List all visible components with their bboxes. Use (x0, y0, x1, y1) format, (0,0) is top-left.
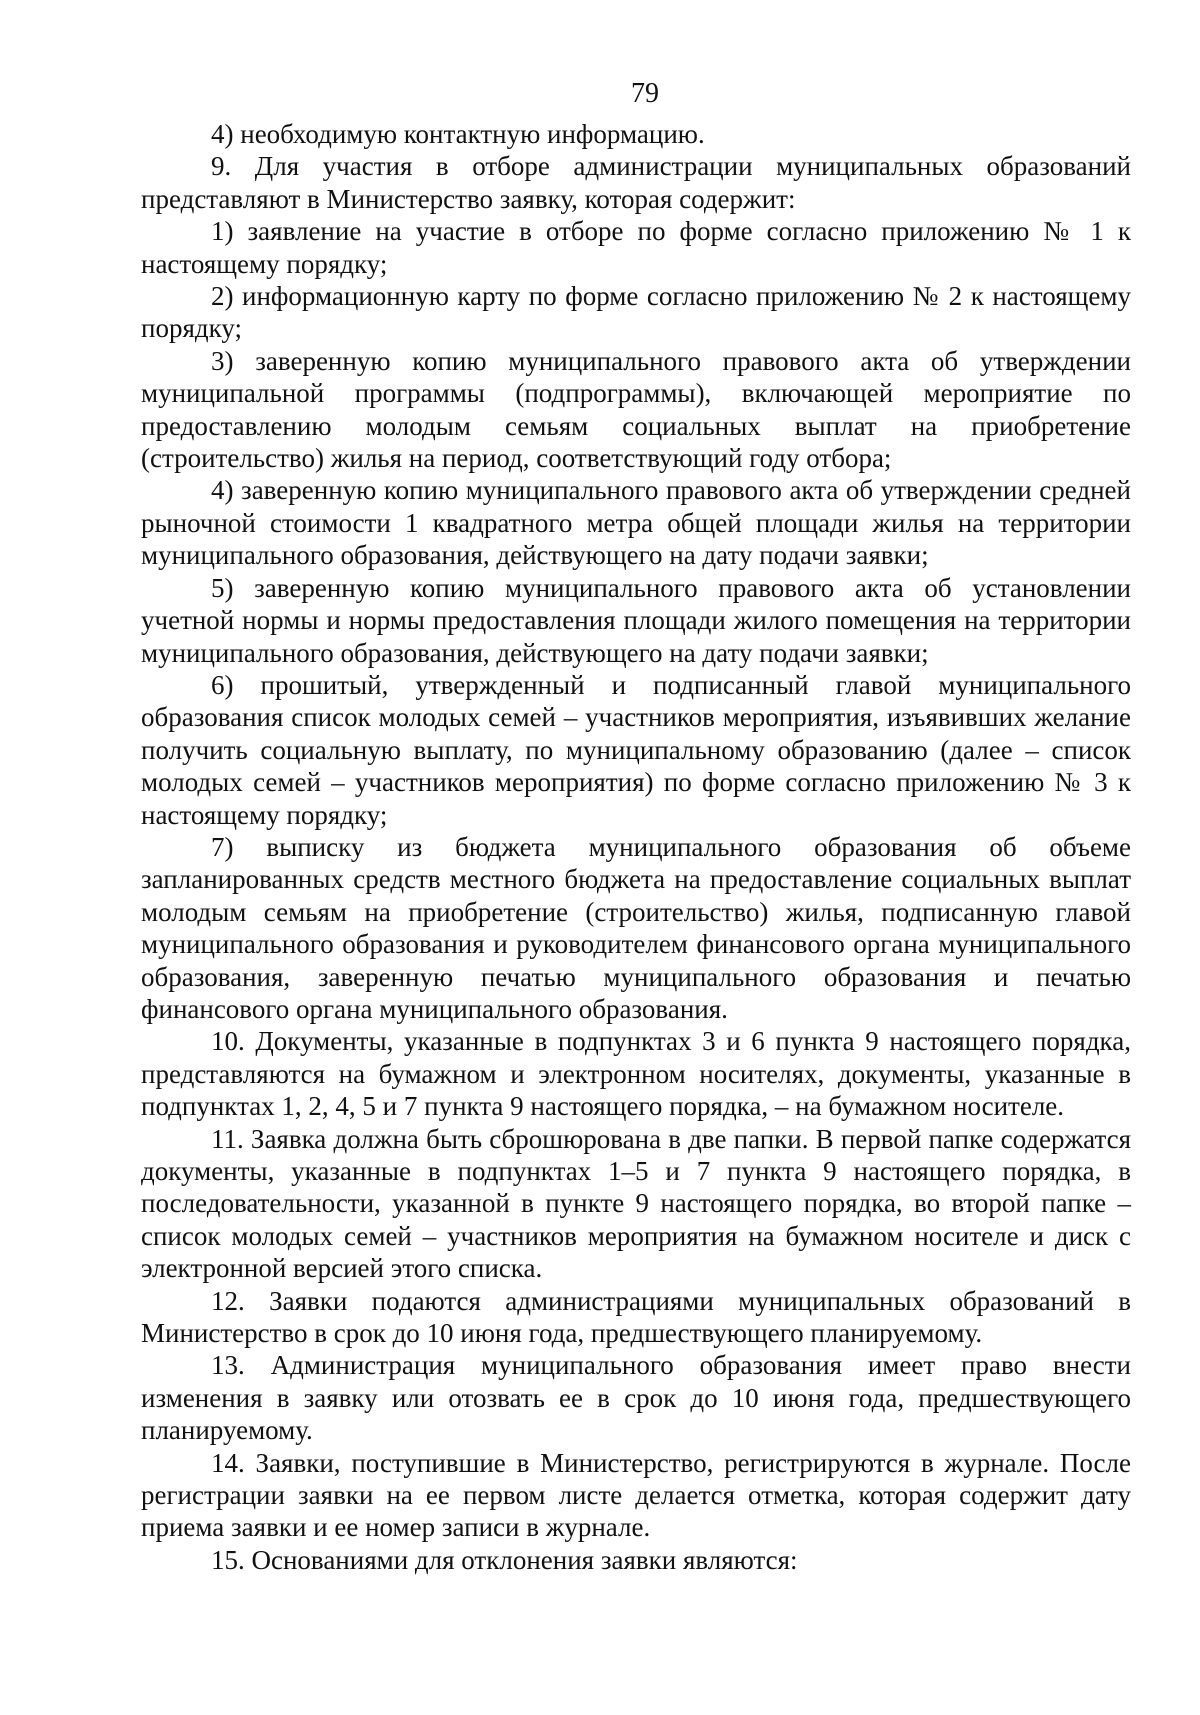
document-body (141, 118, 1131, 1576)
paragraph-9-item-4: 4) заверенную копию муниципального правового акта об утверждении средней рыночной стоимости 1 квадратного метра общей площади жилья на территории муниципального образования, действующего на дату подачи заявки; (141, 475, 1131, 571)
paragraph-9-item-1: 1) заявление на участие в отборе по форме согласно приложению № 1 к настоящему порядку; (141, 216, 1131, 279)
paragraph-11: 11. Заявка должна быть сброшюрована в две папки. В первой папке содержатся документы, указанные в подпунктах 1–5 и 7 пункта 9 настоящего порядка, в последовательности, указанной в пункте 9 настоящего порядка, во второй папке – список молодых семей – участников мероприятия на бумажном носителе и диск с электронной версией этого списка. (141, 1123, 1131, 1284)
paragraph-9-item-3: 3) заверенную копию муниципального правового акта об утверждении муниципальной программы (подпрограммы), включающей мероприятие по предоставлению молодым семьям социальных выплат на приобретение (строительство) жилья на период, соответствующий году отбора; (141, 345, 1131, 474)
paragraph-9-item-2: 2) информационную карту по форме согласно приложению № 2 к настоящему порядку; (141, 281, 1131, 344)
paragraph-13: 13. Администрация муниципального образования имеет право внести изменения в заявку или отозвать ее в срок до 10 июня года, предшествующего планируемому. (141, 1350, 1131, 1446)
paragraph-10: 10. Документы, указанные в подпунктах 3 и 6 пункта 9 настоящего порядка, представляются на бумажном и электронном носителях, документы, указанные в подпунктах 1, 2, 4, 5 и 7 пункта 9 настоящего порядка, – на бумажном носителе. (141, 1026, 1131, 1122)
paragraph-9-item-5: 5) заверенную копию муниципального правового акта об установлении учетной нормы и нормы предоставления площади жилого помещения на территории муниципального образования, действующего на дату подачи заявки; (141, 572, 1131, 668)
paragraph-contact-info: 4) необходимую контактную информацию. (211, 119, 705, 149)
paragraph-9-item-7: 7) выписку из бюджета муниципального образования об объеме запланированных средств местного бюджета на предоставление социальных выплат молодым семьям на приобретение (строительство) жилья, подписанную главой муниципального образования и руководителем финансового органа муниципального образования, заверенную печатью муниципального образования и печатью финансового органа муниципального образования. (141, 831, 1131, 1024)
paragraph-9-item-6: 6) прошитый, утвержденный и подписанный главой муниципального образования список молодых семей – участников мероприятия, изъявивших желание получить социальную выплату, по муниципальному образованию (далее – список молодых семей – участников мероприятия) по форме согласно приложению № 3 к настоящему порядку; (141, 669, 1131, 830)
paragraph-14: 14. Заявки, поступившие в Министерство, регистрируются в журнале. После регистрации заявки на ее первом листе делается отметка, которая содержит дату приема заявки и ее номер записи в журнале. (141, 1447, 1131, 1543)
paragraph-12: 12. Заявки подаются администрациями муниципальных образований в Министерство в срок до 10 июня года, предшествующего планируемому. (141, 1285, 1131, 1349)
paragraph-9-intro: 9. Для участия в отборе администрации муниципальных образований представляют в Министерство заявку, которая содержит: (141, 151, 1131, 214)
paragraph-15: 15. Основаниями для отклонения заявки являются: (211, 1544, 798, 1575)
page-number: 79 (631, 78, 659, 109)
